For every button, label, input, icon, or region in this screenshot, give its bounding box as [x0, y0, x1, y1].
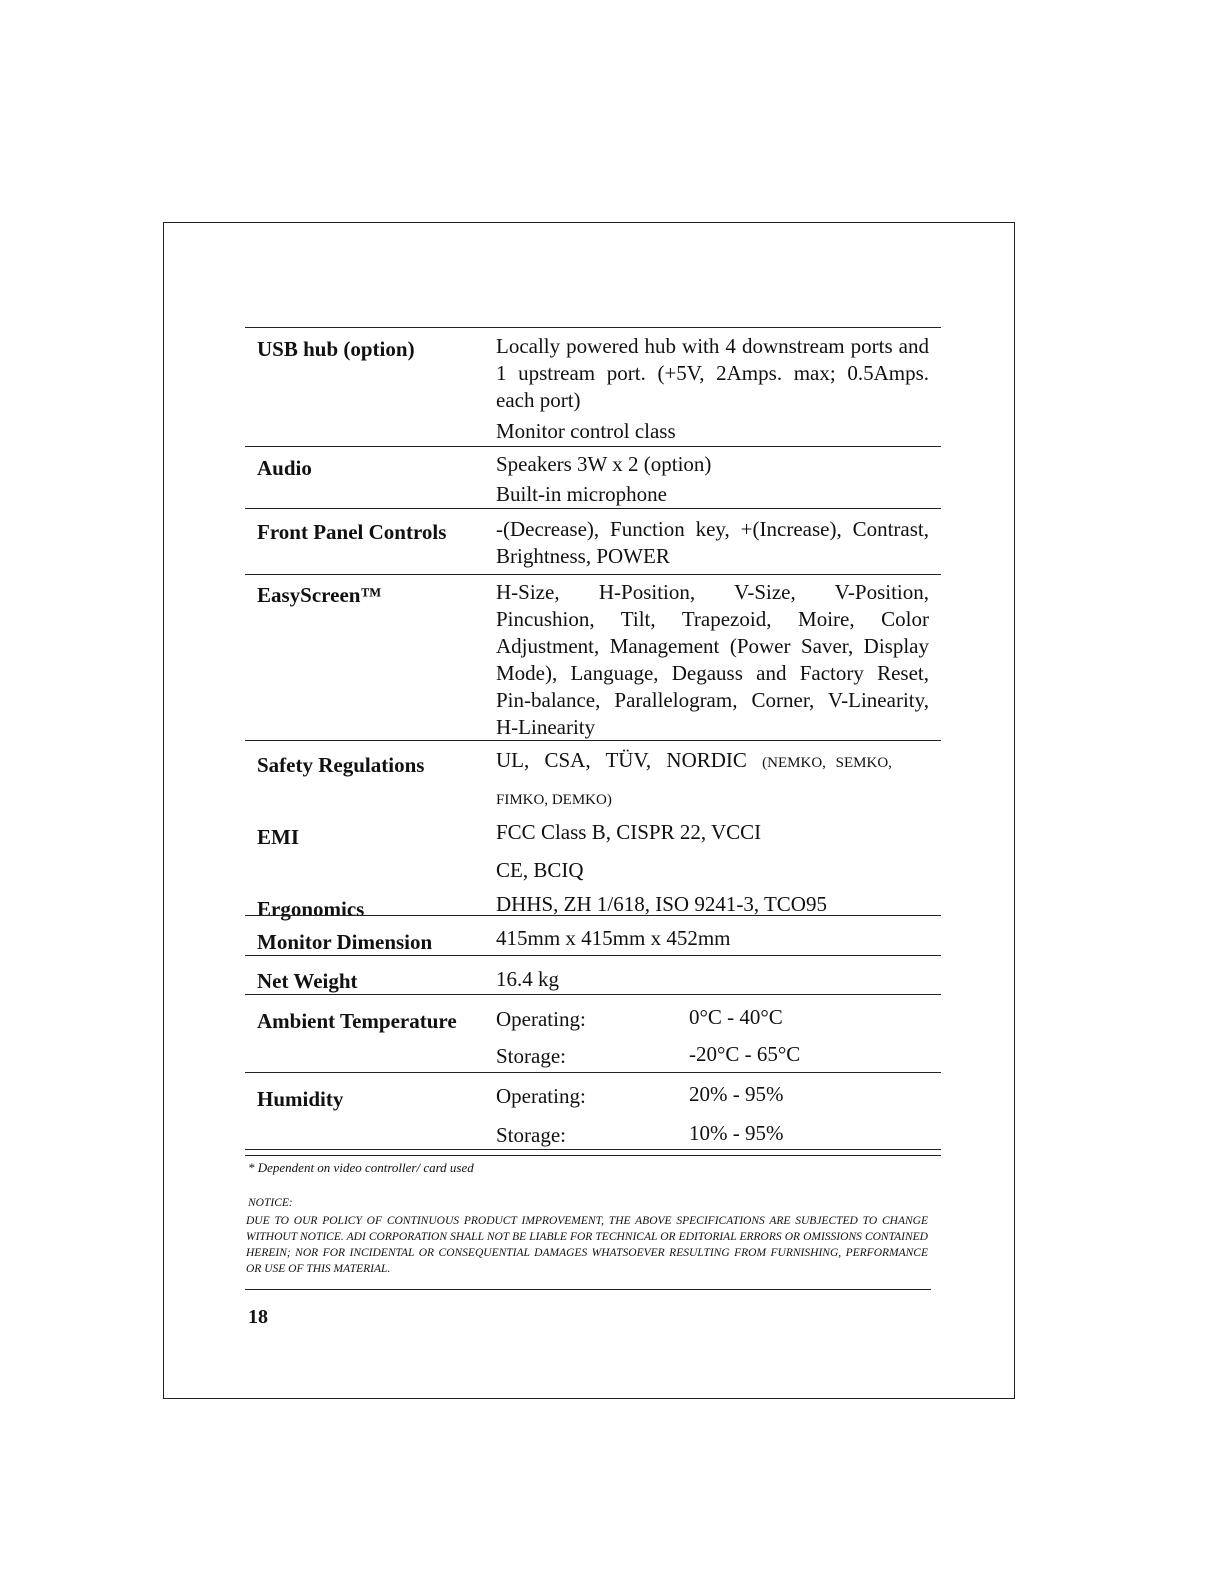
table-bottom-rule: [245, 1155, 941, 1156]
temperature-storage-value: -20°C - 65°C: [689, 1042, 801, 1066]
emi-label: EMI: [257, 825, 299, 849]
humidity-operating-label: Operating:: [496, 1084, 586, 1108]
dimension-label: Monitor Dimension: [257, 930, 433, 954]
humidity-label: Humidity: [257, 1087, 344, 1111]
temperature-operating-value: 0°C - 40°C: [689, 1005, 783, 1029]
audio-label: Audio: [257, 456, 312, 480]
notice-body: DUE TO OUR POLICY OF CONTINUOUS PRODUCT IMPROVEMENT, THE ABOVE SPECIFICATIONS ARE SUBJECTED TO CHANGE WITHOUT NOTICE. ADI CORPORATION SHALL NOT BE LIABLE FOR TECHNICAL OR EDITORIAL ERRORS OR OMISSIONS CONTAINED HEREIN; NOR FOR INCIDENTAL OR CONSEQUENTIAL DAMAGES WHATSOEVER RESULTING FROM FURNISHING, PERFORMANCE OR USE OF THIS MATERIAL.: [246, 1215, 928, 1275]
emi-value-2: CE, BCIQ: [496, 858, 584, 882]
humidity-storage-value: 10% - 95%: [689, 1121, 784, 1145]
temperature-label: Ambient Temperature: [257, 1009, 457, 1033]
temperature-operating-label: Operating:: [496, 1007, 586, 1031]
row-divider: [245, 327, 941, 328]
emi-value: FCC Class B, CISPR 22, VCCI: [496, 820, 762, 844]
row-divider: [245, 446, 941, 447]
safety-value-small-2: FIMKO, DEMKO): [496, 792, 612, 808]
table-bottom-rule: [245, 1149, 941, 1150]
ergonomics-value: DHHS, ZH 1/618, ISO 9241-3, TCO95: [496, 892, 827, 916]
dimension-value: 415mm x 415mm x 452mm: [496, 926, 731, 950]
humidity-operating-value: 20% - 95%: [689, 1082, 784, 1106]
notice-title: NOTICE:: [248, 1197, 293, 1209]
usb-hub-value-2: Monitor control class: [496, 419, 676, 443]
row-divider: [245, 915, 941, 916]
row-divider: [245, 1072, 941, 1073]
safety-value-small: (NEMKO, SEMKO,: [762, 755, 892, 771]
safety-value-main: UL, CSA, TÜV, NORDIC: [496, 748, 763, 772]
humidity-storage-label: Storage:: [496, 1123, 566, 1147]
weight-label: Net Weight: [257, 969, 358, 993]
audio-value-2: Built-in microphone: [496, 482, 667, 506]
usb-hub-value: Locally powered hub with 4 downstream ports and 1 upstream port. (+5V, 2Amps. max; 0.5Amps. each port): [496, 334, 929, 412]
row-divider: [245, 574, 941, 575]
row-divider: [245, 740, 941, 741]
page-number: 18: [248, 1306, 268, 1328]
row-divider: [245, 994, 941, 995]
front-panel-label: Front Panel Controls: [257, 520, 447, 544]
notice-rule: [245, 1289, 931, 1290]
safety-value: [496, 748, 929, 773]
temperature-storage-label: Storage:: [496, 1044, 566, 1068]
ergonomics-label: Ergonomics: [257, 897, 365, 921]
row-divider: [245, 955, 941, 956]
safety-label: Safety Regulations: [257, 753, 425, 777]
weight-value: 16.4 kg: [496, 967, 559, 991]
row-divider: [245, 508, 941, 509]
easyscreen-value: H-Size, H-Position, V-Size, V-Position, Pincushion, Tilt, Trapezoid, Moire, Color Adjustment, Management (Power Saver, Display Mode), Language, Degauss and Factory Reset, Pin-balance, Parallelogram, Corner, V-Linearity, H-Linearity: [496, 580, 929, 739]
easyscreen-label: EasyScreen™: [257, 583, 382, 607]
audio-value: Speakers 3W x 2 (option): [496, 452, 712, 476]
usb-hub-label: USB hub (option): [257, 337, 415, 361]
front-panel-value: -(Decrease), Function key, +(Increase), Contrast, Brightness, POWER: [496, 517, 929, 568]
footnote: * Dependent on video controller/ card used: [248, 1160, 474, 1175]
